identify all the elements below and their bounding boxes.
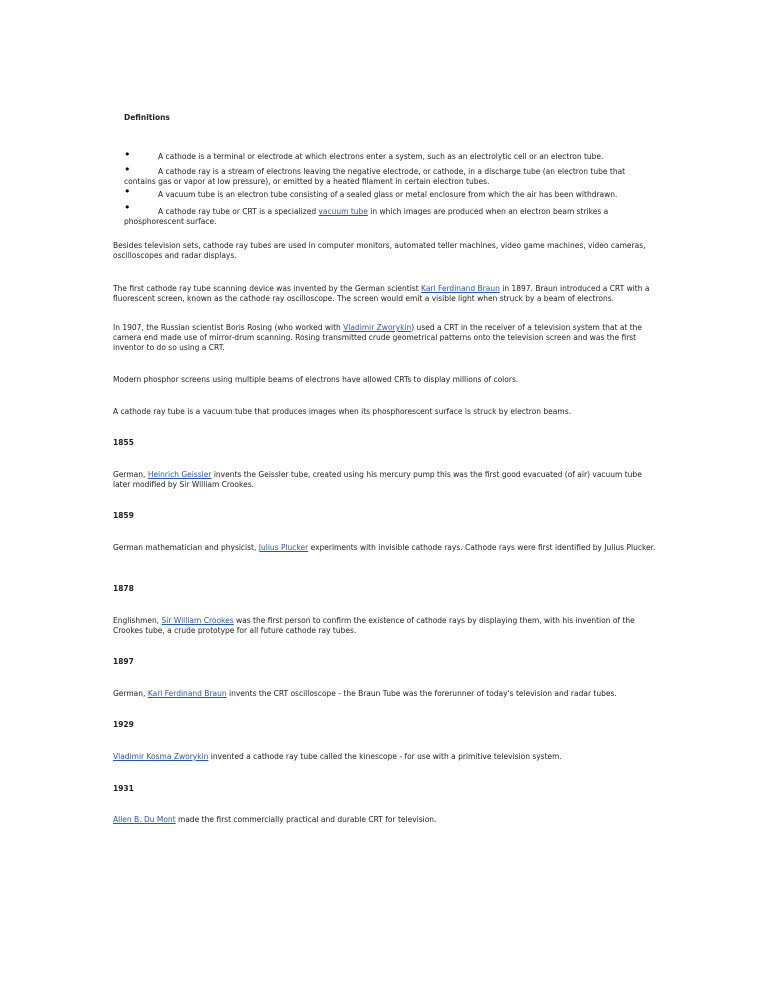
- paragraph: [113, 284, 658, 304]
- allen-du-mont-link[interactable]: Allen B. Du Mont: [113, 815, 176, 824]
- bullet-icon: •: [124, 201, 131, 214]
- paragraph: Besides television sets, cathode ray tubes are used in computer monitors, automated teller machines, video game machines, video cameras, oscilloscopes and radar displays.: [113, 241, 646, 260]
- definition-item: A cathode is a terminal or electrode at which electrons enter a system, such as an electrolytic cell or an electron tube.: [158, 152, 604, 161]
- timeline-entry: [113, 470, 658, 490]
- text-segment: The first cathode ray tube scanning device was invented by the German scientist: [113, 284, 422, 293]
- timeline-entry: [113, 616, 658, 636]
- text-segment: was the first person to confirm the existence of cathode rays by displaying them, with his invention of the Crookes tube, a crude prototype for all future cathode ray tubes.: [113, 616, 635, 635]
- year-heading: 1897: [113, 657, 134, 666]
- year-heading: 1859: [113, 511, 134, 520]
- paragraph: Modern phosphor screens using multiple beams of electrons have allowed CRTs to display millions of colors.: [113, 375, 519, 384]
- text-segment: made the first commercially practical and durable CRT for television.: [175, 815, 437, 824]
- year-heading: 1855: [113, 438, 134, 447]
- year-heading: 1931: [113, 784, 134, 793]
- text-segment: in which images are produced when an electron beam strikes a phosphorescent surface.: [124, 207, 609, 226]
- text-segment: invented a cathode ray tube called the kinescope - for use with a primitive television system.: [208, 752, 562, 761]
- text-segment: ) used a CRT in the receiver of a television system that at the camera end made use of mirror-drum scanning. Rosing transmitted crude geometrical patterns onto the television screen and was the first inventor to do so using a CRT.: [113, 323, 643, 352]
- text-segment: experiments with invisible cathode rays. Cathode rays were first identified by Julius Plucker.: [308, 543, 656, 552]
- bullet-icon: •: [124, 148, 131, 161]
- vacuum-tube-link[interactable]: vacuum tube: [318, 207, 368, 216]
- year-heading: 1878: [113, 584, 134, 593]
- timeline-entry: [113, 689, 658, 699]
- bullet-icon: •: [124, 185, 131, 198]
- text-segment: in 1897. Braun introduced a CRT with a fluorescent screen, known as the cathode ray oscilloscope. The screen would emit a visible light when struck by a beam of electrons.: [113, 284, 650, 303]
- definition-item: A cathode ray is a stream of electrons leaving the negative electrode, or cathode, in a discharge tube (an electron tube that contains gas or vapor at low pressure), or emitted by a heated filament in certain electron tubes.: [124, 167, 626, 186]
- year-heading: 1929: [113, 720, 134, 729]
- bullet-icon: •: [124, 163, 131, 176]
- text-segment: German mathematician and physicist,: [113, 543, 259, 552]
- text-segment: German,: [113, 470, 148, 479]
- heinrich-geissler-link[interactable]: Heinrich Geissler: [147, 470, 212, 479]
- karl-braun-link[interactable]: Karl Ferdinand Braun: [421, 284, 500, 293]
- karl-braun-link[interactable]: Karl Ferdinand Braun: [147, 689, 227, 698]
- timeline-entry: [113, 815, 658, 825]
- vladimir-kosma-zworykin-link[interactable]: Vladimir Kosma Zworykin: [113, 752, 209, 761]
- definition-item: A vacuum tube is an electron tube consisting of a sealed glass or metal enclosure from which the air has been withdrawn.: [158, 190, 618, 199]
- definition-item: [124, 207, 644, 227]
- text-segment: Englishmen,: [113, 616, 162, 625]
- text-segment: German,: [113, 689, 148, 698]
- paragraph: A cathode ray tube is a vacuum tube that produces images when its phosphorescent surface is struck by electron beams.: [113, 407, 571, 416]
- text-segment: A cathode ray tube or CRT is a specialized: [158, 207, 319, 216]
- timeline-entry: [113, 752, 658, 762]
- definitions-heading: Definitions: [124, 113, 170, 122]
- text-segment: In 1907, the Russian scientist Boris Rosing (who worked with: [113, 323, 344, 332]
- julius-plucker-link[interactable]: Julius Plucker: [258, 543, 309, 552]
- vladimir-zworykin-link[interactable]: Vladimir Zworykin: [343, 323, 412, 332]
- timeline-entry: [113, 543, 658, 553]
- william-crookes-link[interactable]: Sir William Crookes: [161, 616, 234, 625]
- text-segment: invents the Geissler tube, created using his mercury pump this was the first good evacuated (of air) vacuum tube later modified by Sir William Crookes.: [113, 470, 642, 489]
- text-segment: invents the CRT oscilloscope - the Braun Tube was the forerunner of today's television and radar tubes.: [226, 689, 617, 698]
- paragraph: [113, 323, 658, 353]
